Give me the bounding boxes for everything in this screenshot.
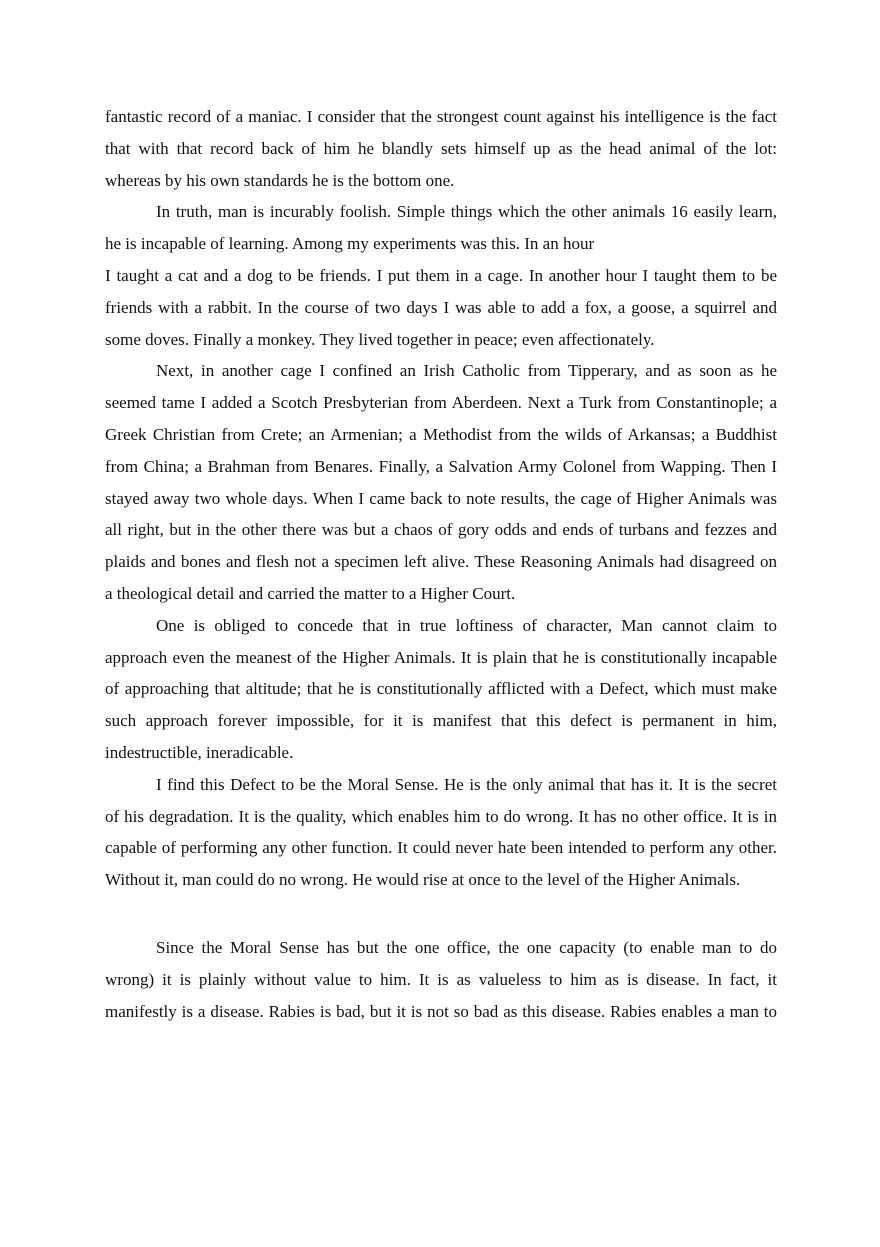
text-line: a theological detail and carried the matter to a Higher Court. [105, 583, 516, 603]
text-line: One is obliged to concede that in true loftiness of character, Man cannot claim to [156, 615, 777, 635]
text-line: such approach forever impossible, for it is manifest that this defect is permanent in him, [105, 711, 777, 731]
text-line: Next, in another cage I confined an Irish Catholic from Tipperary, and as soon as he [156, 361, 777, 381]
text-line: I taught a cat and a dog to be friends. I put them in a cage. In another hour I taught them to be [105, 265, 777, 285]
text-line: whereas by his own standards he is the bottom one. [105, 170, 455, 190]
text-line: Since the Moral Sense has but the one office, the one capacity (to enable man to do [156, 938, 777, 957]
text-line: I find this Defect to be the Moral Sense. He is the only animal that has it. It is the secret [156, 774, 777, 794]
text-line: capable of performing any other function. It could never hate been intended to perform any other. [105, 838, 777, 858]
text-line: some doves. Finally a monkey. They lived together in peace; even affectionately. [105, 329, 655, 349]
text-line: stayed away two whole days. When I came back to note results, the cage of Higher Animals was [105, 488, 777, 508]
text-line: all right, but in the other there was but a chaos of gory odds and ends of turbans and fezzes and [105, 520, 777, 540]
text-line: seemed tame I added a Scotch Presbyterian from Aberdeen. Next a Turk from Constantinople; a [105, 393, 777, 413]
text-line: from China; a Brahman from Benares. Finally, a Salvation Army Colonel from Wapping. Then I [105, 456, 777, 476]
text-line: Without it, man could do no wrong. He would rise at once to the level of the Higher Animals. [105, 870, 741, 890]
text-line: In truth, man is incurably foolish. Simple things which the other animals 16 easily learn, [156, 202, 777, 222]
text-line: friends with a rabbit. In the course of two days I was able to add a fox, a goose, a squirrel and [105, 297, 777, 317]
text-line: plaids and bones and flesh not a specimen left alive. These Reasoning Animals had disagreed on [105, 552, 777, 572]
text-line: fantastic record of a maniac. I consider that the strongest count against his intelligence is the fact [105, 107, 777, 126]
text-block-main [105, 101, 777, 896]
text-line: of his degradation. It is the quality, which enables him to do wrong. It has no other office. It is in [105, 806, 777, 826]
text-line: approach even the meanest of the Higher Animals. It is plain that he is constitutionally incapable [105, 647, 777, 667]
text-line: indestructible, ineradicable. [105, 742, 294, 762]
text-line: Greek Christian from Crete; an Armenian; a Methodist from the wilds of Arkansas; a Buddhist [105, 424, 777, 444]
text-line: wrong) it is plainly without value to him. It is as valueless to him as is disease. In fact, it [105, 969, 777, 989]
text-block-continuation [105, 932, 777, 1027]
text-line: of approaching that altitude; that he is constitutionally afflicted with a Defect, which must make [105, 679, 777, 699]
text-line: manifestly is a disease. Rabies is bad, but it is not so bad as this disease. Rabies enables a man to [105, 1001, 777, 1021]
text-line: that with that record back of him he blandly sets himself up as the head animal of the lot: [105, 138, 777, 158]
text-line: he is incapable of learning. Among my experiments was this. In an hour [105, 234, 595, 254]
